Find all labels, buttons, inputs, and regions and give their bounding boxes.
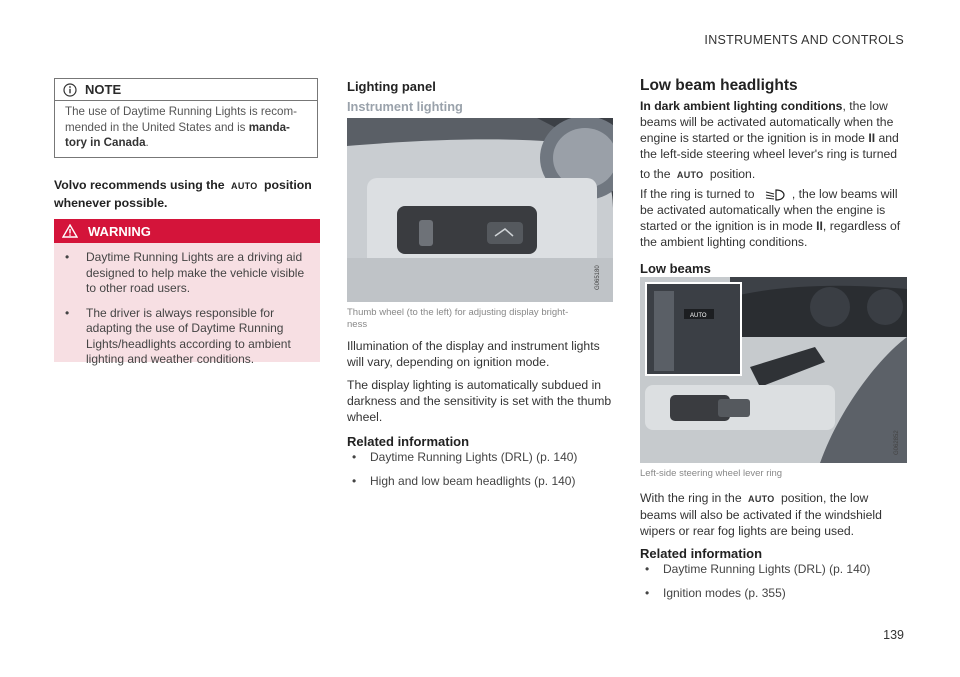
- related-heading: Related information: [347, 434, 470, 449]
- note-box: [54, 78, 318, 158]
- auto-symbol: AUTO: [748, 494, 775, 504]
- bullet-icon: •: [645, 585, 650, 600]
- image-code: G065180: [595, 265, 601, 290]
- related-link[interactable]: • Ignition modes (p. 355): [645, 585, 786, 600]
- warning-list: [54, 243, 320, 368]
- subdued-paragraph: The display lighting is automatically subdued in darkness and the sensitivity is set with the thumb wheel.: [347, 378, 612, 424]
- related-link[interactable]: • Daytime Running Lights (DRL) (p. 140): [352, 450, 578, 464]
- list-item: • The driver is always responsible for adapting the use of Daytime Running Lights/headlights according to ambient lighting and weather conditions.: [65, 305, 291, 366]
- recommend-text: Volvo recommends using the AUTO position whenever possible.: [54, 178, 312, 210]
- bullet-icon: •: [352, 473, 357, 488]
- info-circle-icon: [63, 83, 77, 97]
- bullet-icon: •: [65, 305, 70, 320]
- low-beam-icon: [762, 189, 788, 201]
- page-number: 139: [883, 628, 904, 642]
- bullet-icon: •: [65, 250, 70, 264]
- related-link[interactable]: • Daytime Running Lights (DRL) (p. 140): [645, 562, 871, 576]
- auto-symbol: AUTO: [231, 181, 258, 191]
- instrument-lighting-subheading: Instrument lighting: [347, 99, 463, 114]
- bullet-icon: •: [645, 562, 650, 576]
- instrument-lighting-caption: Thumb wheel (to the left) for adjusting display bright- ness: [347, 307, 569, 330]
- auto-symbol: AUTO: [676, 170, 704, 180]
- bullet-icon: •: [352, 450, 357, 464]
- related-link[interactable]: • High and low beam headlights (p. 140): [352, 473, 576, 488]
- low-beams-image: [640, 277, 907, 463]
- ring-paragraph: If the ring is turned to , the low beams will be activated automatically when the engine is started or the ignition is in mode II, regardless of the ambient lighting conditions.: [640, 187, 901, 249]
- note-label: NOTE: [85, 82, 122, 97]
- low-beams-caption: Left-side steering wheel lever ring: [640, 468, 783, 479]
- instrument-lighting-image: [347, 118, 613, 302]
- ring-auto-paragraph: With the ring in the AUTO position, the low beams will also be activated if the windshield wipers or rear fog lights are being used.: [640, 491, 882, 538]
- list-item: • Daytime Running Lights are a driving aid designed to help make the vehicle visible to other road users.: [65, 250, 305, 295]
- lighting-panel-heading: Lighting panel: [347, 79, 436, 94]
- lever-auto-label: AUTO: [690, 313, 707, 319]
- warning-triangle-icon: [62, 224, 78, 238]
- dark-conditions-paragraph: In dark ambient lighting conditions, the low beams will be activated automatically when the engine is started or the ignition is in mode II and the left-side steering wheel lever's ring is turned to the AUTO position.: [640, 99, 899, 181]
- related-heading: Related information: [640, 546, 763, 561]
- warning-box: [54, 219, 320, 366]
- related-list: [640, 562, 912, 601]
- illumination-paragraph: Illumination of the display and instrument lights will vary, depending on ignition mode.: [347, 339, 600, 369]
- low-beams-subheading: Low beams: [640, 261, 711, 276]
- low-beam-headlights-heading: Low beam headlights: [640, 77, 798, 94]
- note-header: [55, 79, 317, 101]
- note-text: The use of Daytime Running Lights is recom- mended in the United States and is manda- tory in Canada.: [65, 105, 297, 149]
- related-list: [347, 450, 617, 489]
- warning-header: [54, 219, 320, 243]
- warning-label: WARNING: [88, 223, 151, 239]
- section-title: INSTRUMENTS AND CONTROLS: [704, 33, 904, 47]
- image-code: G062852: [894, 430, 900, 455]
